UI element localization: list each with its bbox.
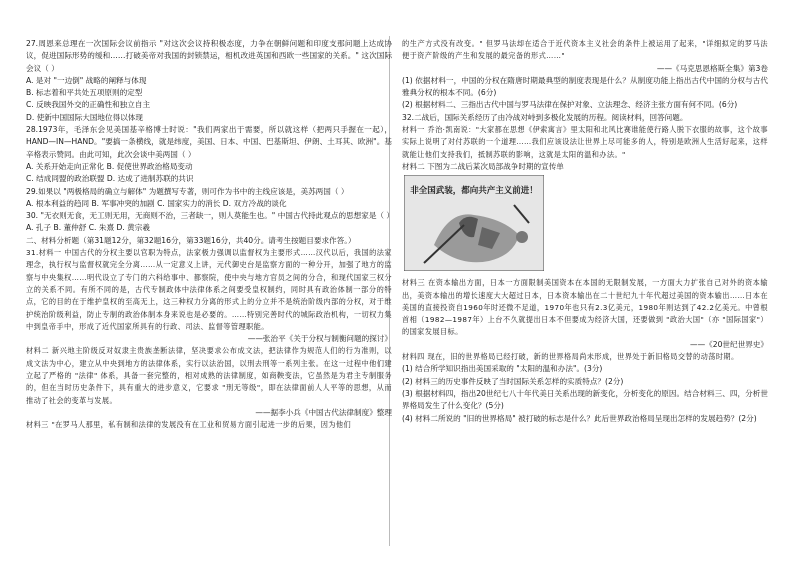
question-31-1: (1) 依据材料一，中国的分权在隋唐时期最典型的制度表现是什么？从制度功能上指出古代中国的分权与古代雅典分权的根本不同。(6分): [402, 75, 768, 98]
material-32-1: 材料一 乔治·凯南说："大家都在思想《伊索寓言》里太阳和北风比赛谁能使行路人脱下衣服的故事，这个故事实际上说明了对付苏联的一个道理……我们应该设法让世界上尽可能多的人，特别是欧洲人生活好起来，这样就能让他们支持我们，抵制苏联的影响，这就是太阳的温和办法。": [402, 125, 768, 159]
material-32-2: 材料二 下图为二战后某次局部战争时期的宣传单: [402, 161, 564, 171]
source-31-1: ——张治平《关于分权与制衡问题的探讨》: [247, 334, 392, 344]
poster-caption: 非全国武装，都向共产主义前进！: [410, 186, 538, 197]
left-column: [26, 38, 395, 432]
question-31-2: (2) 根据材料二、三指出古代中国与罗马法律在保护对象、立法理念、经济主张方面有何不同。(6分): [402, 100, 738, 110]
source-marx: ——《马克思恩格斯全集》第3卷: [656, 63, 768, 73]
options-29: A. 根本利益的趋同 B. 军事冲突的加剧 C. 国家实力的消长 D. 双方冷战的谈化: [26, 198, 287, 208]
material-31-3-continued: 的生产方式没有改变。" 但罗马法却在适合于近代资本主义社会的条件上被运用了起来，"详细拟定的罗马法便于资产阶级的产生和发展的最完备的形式……": [402, 39, 768, 61]
material-31-1: 31.材料一 中国古代的分权主要以官职为特点，法家极力强调以监督权为主要形式……汉代以后，我国的法家理念，执行权与监督权就完全分离……从一定意义上讲，元代御史台是监察方面的一种分开，加强了地方的监察与中央集权……明代设立了专门的六科给事中、都察院，使中央与地方官员之间的分合，和现代国家三权分立的关系不同。有所不同的是，古代专制政体中法律体系之间要受皇权制约，同时具有政治体制一部分的特点，它的目的在于维护皇权的至高无上，这三种权力分离的形式上的分立并不是统治阶级内部的分权，对于维护统治阶级利益，防止专制的政治体制本身来说也是必要的。……特别完善时代的城际政治机构，一切权力集中到皇帝手中，形成了近代国家所具有的行政、司法、监督等管理职能。: [26, 248, 392, 331]
question-29: 29.如果以 "两极格局的确立与解体" 为题撰写专著，则可作为书中的主线应该是，美苏两国（ ）: [26, 186, 349, 196]
option-27c: C. 反映我国外交的正确性和独立自主: [26, 100, 151, 110]
options-28cd: C. 结成同盟的政治联盟 D. 达成了进制苏联的共识: [26, 174, 194, 184]
question-30: 30. "无衣则无食，无工则无用，无商则不治，三者缺一，则人莫能生也。" 中国古代持此观点的思想家是（ ）: [26, 211, 395, 221]
material-31-2: 材料二 新兴地主阶级反对奴隶主贵族垄断法律，坚决要求公布成文法，把法律作为规范人们的行为准则，以成文法为中心，建立从中央到地方的法律体系，实行以法治国，以刑去刑等一系列主张。在这一过程中他们建立起了严格的 "法律" 体系，具备一套完整的，相对成熟的法律制度，如商鞅变法，它虽然是为君主专制服务的，但在当时历史条件下，具有重大的进步意义，它要求 "刑无等级"，即在法律面前人人平等的思想，从而推动了社会的变革与发展。: [26, 346, 392, 405]
source-31-2: ——据李小兵《中国古代法律制度》整理: [255, 407, 392, 417]
options-28ab: A. 关系开始走向正常化 B. 促使世界政治格局变动: [26, 161, 193, 171]
options-30: A. 孔子 B. 董仲舒 C. 朱熹 D. 黄宗羲: [26, 223, 150, 233]
material-32-3: 材料三 在资本输出方面，日本一方面限制美国资本在本国的无限制发展，一方面大力扩张自己对外的资本输出，美资本输出的增长速度大大超过日本，日本资本输出在二十世纪九十年代超过美国的资本输出……日本在美国的直接投资自1960年时还微不足道，1970年也只有2.3亿美元，1980年则达到了42.2亿美元。中曾根首相（1982—1987年）上台不久就提出日本不但要成为经济大国，还要做到 "政治大国"（亦 "国际国家"）的国家发展目标。: [402, 278, 768, 337]
material-32-4: 材料四 现在，旧的世界格局已经打破，新的世界格局尚未形成，世界处于新旧格局交替的动荡时期。: [402, 352, 739, 362]
source-20c: ——《20世纪世界史》: [689, 339, 768, 349]
question-32-4: (4) 材料二所说的 "旧的世界格局" 被打破的标志是什么？此后世界政治格局呈现出怎样的发展趋势？(2分): [402, 413, 757, 423]
option-27a: A. 是对 "一边倒" 战略的阐释与体现: [26, 75, 147, 85]
question-32: 32.二战后，国际关系经历了由冷战对峙到多极化发展的历程。阅读材料，回答问题。: [402, 112, 688, 122]
question-27: 27.周恩来总理在一次国际会议前指示 "对这次会议持积极态度，力争在朝鲜问题和印度支那问题上达成协议，促进国际形势的缓和……打破美帝对我国的封锁禁运，相机改进英国和西欧一些国家的关系。" 这次国际会议（ ）: [26, 39, 392, 73]
option-27d: D. 使新中国国际大国地位得以体现: [26, 112, 143, 122]
part-two-heading: 二、材料分析题（第31题12分，第32题16分，第33题16分，共40分。请考生按题目要求作答。）: [26, 235, 356, 245]
question-32-1: (1) 结合所学知识指出美国采取的 "太阳的温和办法"。(3分): [402, 364, 603, 374]
propaganda-poster-image: [404, 175, 544, 271]
question-32-2: (2) 材料三的历史事件反映了当时国际关系怎样的实质特点？(2分): [402, 376, 624, 386]
question-28: 28.1973年，毛泽东会见美国基辛格博士时说："我们两家出于需要，所以就这样（把两只手握在一起），HAND—IN—HAND。"要搞一条横线，就是纬度，美国、日本、中国、巴基斯坦、伊朗、土耳其、欧洲"。基辛格表示赞同。由此可知，此次会谈中美两国（ ）: [26, 125, 392, 159]
option-27b: B. 标志着和平共处五项原则的定型: [26, 88, 143, 98]
right-column: [402, 38, 768, 425]
question-32-3: (3) 根据材料四，指出20世纪七八十年代美日关系出现的新变化，分析变化的原因。结合材料三、四，分析世界格局发生了什么变化？(5分): [402, 388, 768, 411]
material-31-3: 材料三 "在罗马人那里，私有制和法律的发展没有在工业和贸易方面引起进一步的后果，因为他们: [26, 420, 352, 430]
